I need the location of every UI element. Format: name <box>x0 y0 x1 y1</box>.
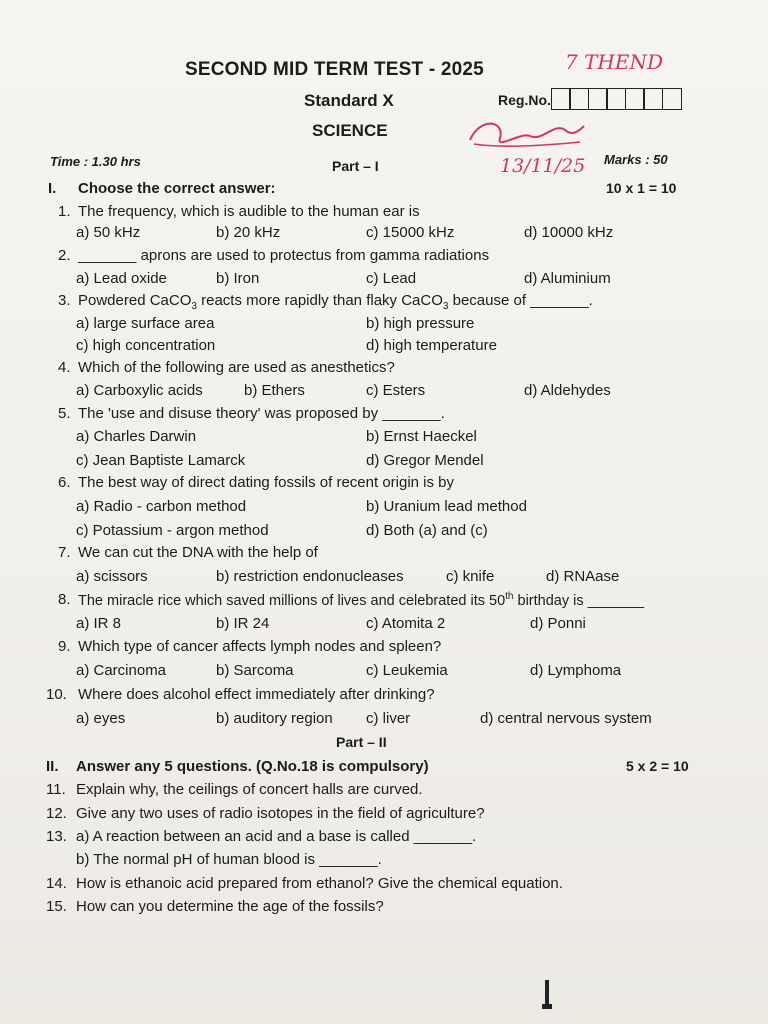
reg-no-label: Reg.No. <box>498 92 551 108</box>
question-number: 5. <box>58 405 71 422</box>
question-number: 6. <box>58 474 71 491</box>
question-text: Explain why, the ceilings of concert halls are curved. <box>76 781 423 798</box>
question-number: 12. <box>46 805 67 822</box>
signature-mark <box>460 112 590 156</box>
question-text: The best way of direct dating fossils of recent origin is by <box>78 474 455 491</box>
question-text: How can you determine the age of the fossils? <box>76 898 384 915</box>
option: c) Esters <box>366 382 426 399</box>
option: d) Ponni <box>530 615 586 632</box>
option: d) RNAase <box>546 568 620 585</box>
option: a) Radio - carbon method <box>76 498 247 515</box>
option: d) Aluminium <box>524 270 611 287</box>
option: d) 10000 kHz <box>524 224 614 241</box>
section-two-heading: Answer any 5 questions. (Q.No.18 is compulsory) <box>76 758 429 775</box>
question-text: Powdered CaCO$_3$ reacts more rapidly than flaky CaCO$_3$ because of _______. <box>78 292 593 312</box>
part-one-title: Part – I <box>332 158 379 174</box>
page-mark-icon <box>540 976 554 1012</box>
option: b) auditory region <box>216 710 333 727</box>
option: a) Carboxylic acids <box>76 382 203 399</box>
option: a) eyes <box>76 710 126 727</box>
question-text: We can cut the DNA with the help of <box>78 544 318 561</box>
exam-title: SECOND MID TERM TEST - 2025 <box>185 59 484 80</box>
option: b) Sarcoma <box>216 662 294 679</box>
option: a) 50 kHz <box>76 224 141 241</box>
marks-label: Marks : 50 <box>604 152 668 167</box>
option: b) IR 24 <box>216 615 270 632</box>
section-one-number: I. <box>48 180 57 197</box>
option: c) 15000 kHz <box>366 224 455 241</box>
section-one-score: 10 x 1 = 10 <box>606 180 677 196</box>
option: c) knife <box>446 568 495 585</box>
section-two-score: 5 x 2 = 10 <box>626 758 689 774</box>
part-two-title: Part – II <box>336 734 387 750</box>
question-text: Which type of cancer affects lymph nodes and spleen? <box>78 638 442 655</box>
option: a) large surface area <box>76 315 215 332</box>
question-text: The miracle rice which saved millions of lives and celebrated its 50th birthday is _______ <box>78 591 645 609</box>
question-text: The 'use and disuse theory' was proposed by _______. <box>78 405 445 422</box>
option: b) Ernst Haeckel <box>366 428 477 445</box>
option: d) Gregor Mendel <box>366 452 484 469</box>
handwritten-date: 13/11/25 <box>500 155 586 177</box>
question-text: Where does alcohol effect immediately after drinking? <box>78 686 435 703</box>
option: a) IR 8 <box>76 615 122 632</box>
handwritten-code: 7 THEND <box>565 50 663 74</box>
standard-label: Standard X <box>304 91 394 110</box>
option: a) scissors <box>76 568 148 585</box>
question-number: 13. <box>46 828 67 845</box>
question-number: 10. <box>46 686 67 703</box>
question-text: How is ethanoic acid prepared from ethanol? Give the chemical equation. <box>76 875 563 892</box>
option: b) Iron <box>216 270 260 287</box>
question-number: 9. <box>58 638 71 655</box>
subject-label: SCIENCE <box>312 121 388 140</box>
question-number: 2. <box>58 247 71 264</box>
option: c) Jean Baptiste Lamarck <box>76 452 246 469</box>
option: d) Lymphoma <box>530 662 622 679</box>
question-number: 15. <box>46 898 67 915</box>
option: c) Leukemia <box>366 662 448 679</box>
question-number: 4. <box>58 359 71 376</box>
question-text: Give any two uses of radio isotopes in the field of agriculture? <box>76 805 485 822</box>
option: c) Atomita 2 <box>366 615 446 632</box>
question-number: 7. <box>58 544 71 561</box>
option: b) 20 kHz <box>216 224 281 241</box>
option: a) Lead oxide <box>76 270 167 287</box>
question-number: 1. <box>58 203 71 220</box>
time-label: Time : 1.30 hrs <box>50 154 141 169</box>
option: b) Ethers <box>244 382 305 399</box>
question-number: 3. <box>58 292 71 309</box>
option: b) high pressure <box>366 315 475 332</box>
option: c) Potassium - argon method <box>76 522 269 539</box>
option: b) restriction endonucleases <box>216 568 404 585</box>
question-text: Which of the following are used as anesthetics? <box>78 359 395 376</box>
question-text: a) A reaction between an acid and a base is called _______. <box>76 828 477 845</box>
option: a) Carcinoma <box>76 662 167 679</box>
section-two-number: II. <box>46 758 59 775</box>
option: c) Lead <box>366 270 417 287</box>
option: d) Both (a) and (c) <box>366 522 488 539</box>
section-one-heading: Choose the correct answer: <box>78 180 276 197</box>
option: d) central nervous system <box>480 710 652 727</box>
question-text: The frequency, which is audible to the human ear is <box>78 203 420 220</box>
option: d) high temperature <box>366 337 497 354</box>
question-text: b) The normal pH of human blood is _______. <box>76 851 382 868</box>
question-number: 11. <box>46 781 66 798</box>
option: a) Charles Darwin <box>76 428 197 445</box>
option: d) Aldehydes <box>524 382 611 399</box>
question-text: _______ aprons are used to protectus from gamma radiations <box>78 247 490 264</box>
reg-no-boxes <box>552 88 682 110</box>
option: c) liver <box>366 710 411 727</box>
option: b) Uranium lead method <box>366 498 527 515</box>
question-number: 14. <box>46 875 67 892</box>
option: c) high concentration <box>76 337 216 354</box>
question-number: 8. <box>58 591 71 608</box>
